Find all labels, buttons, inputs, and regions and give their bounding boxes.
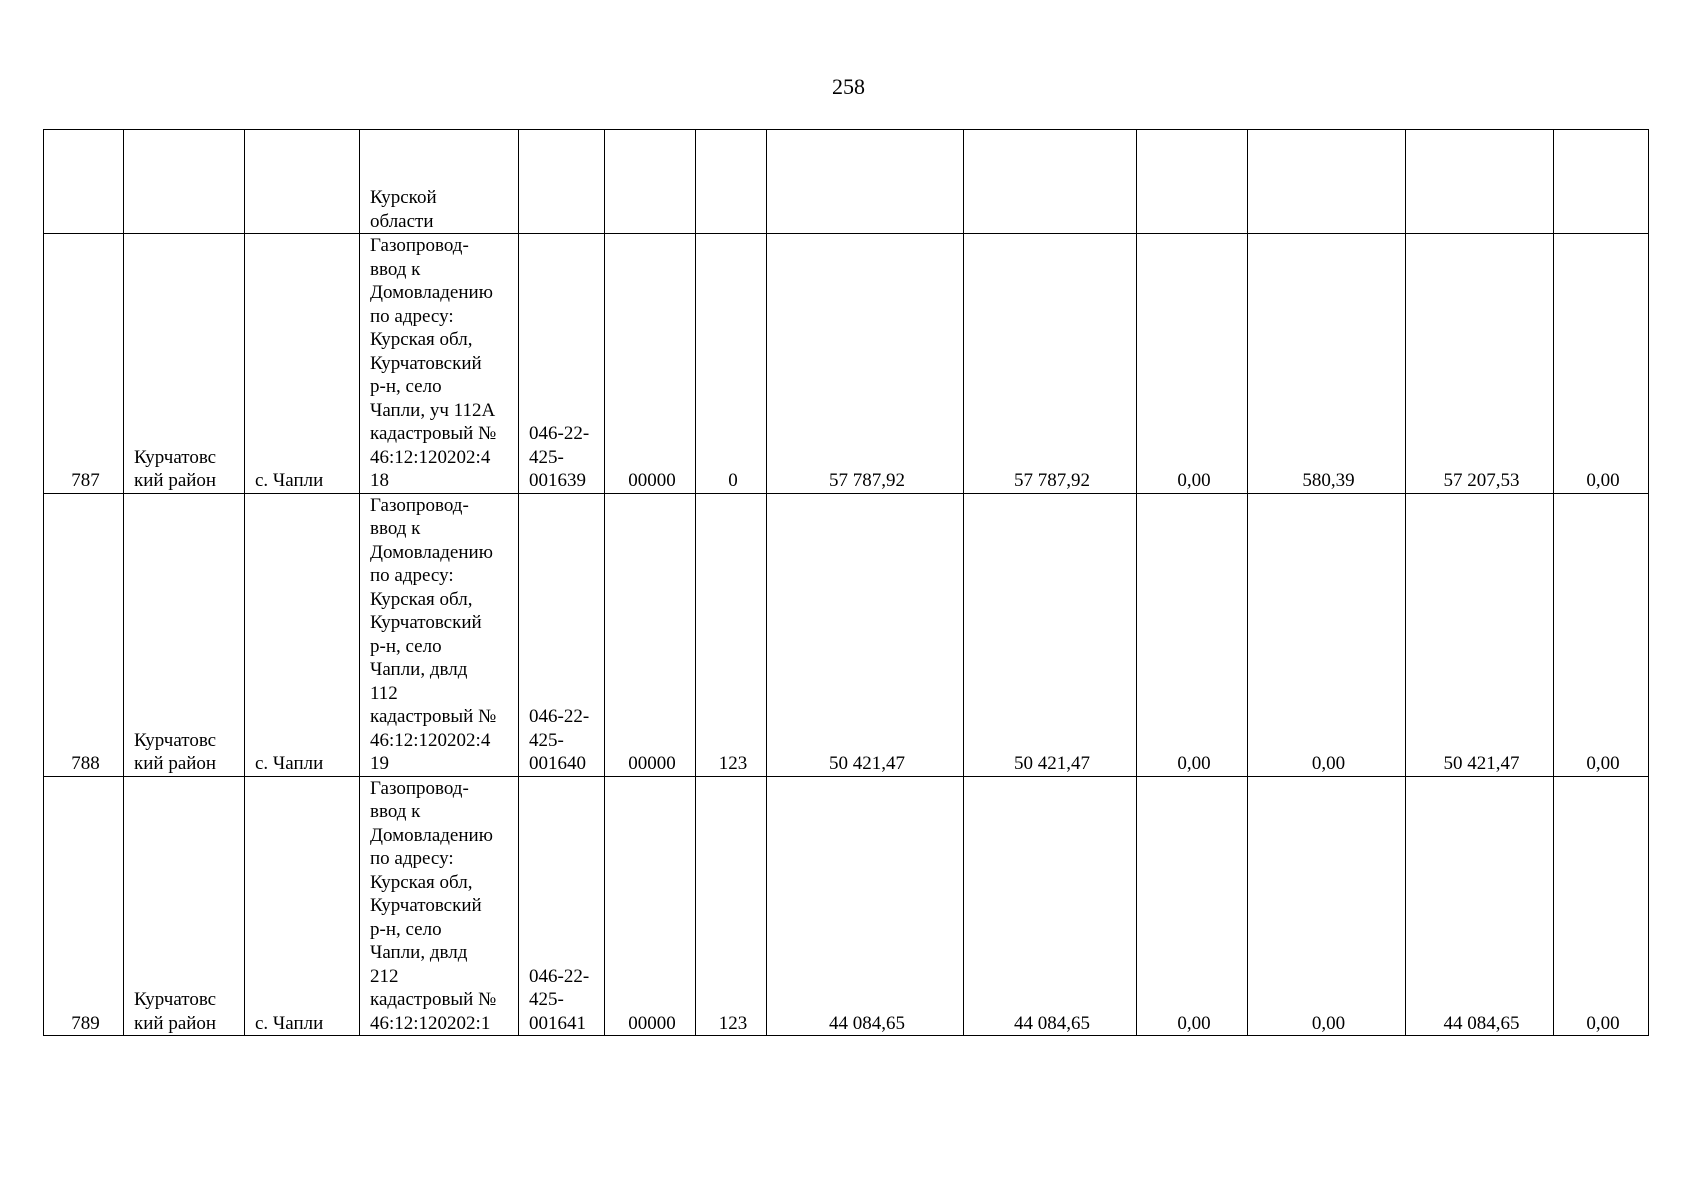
cell-col10: 0,00 [1137, 493, 1248, 776]
page-number: 258 [832, 74, 865, 99]
cell-code: 00000 [605, 493, 696, 776]
cell-col12: 50 421,47 [1406, 493, 1554, 776]
cell-empty [696, 130, 767, 234]
cell-code: 00000 [605, 234, 696, 494]
cell-col11: 0,00 [1248, 776, 1406, 1036]
cell-col12: 57 207,53 [1406, 234, 1554, 494]
cell-district: Курчатовс кий район [124, 234, 245, 494]
cell-inventory-number: 046-22- 425- 001639 [519, 234, 605, 494]
table-row-continuation [44, 130, 1649, 234]
cell-empty [245, 130, 360, 234]
cell-col7: 123 [696, 493, 767, 776]
cell-col11: 580,39 [1248, 234, 1406, 494]
cell-col8: 50 421,47 [767, 493, 964, 776]
cell-col8: 57 787,92 [767, 234, 964, 494]
table-row [44, 493, 1649, 776]
cell-empty [44, 130, 124, 234]
cell-col7: 0 [696, 234, 767, 494]
cell-col10: 0,00 [1137, 776, 1248, 1036]
cell-locality: с. Чапли [245, 234, 360, 494]
cell-empty [1406, 130, 1554, 234]
cell-empty [964, 130, 1137, 234]
cell-district: Курчатовс кий район [124, 776, 245, 1036]
cell-empty [767, 130, 964, 234]
cell-description: Газопровод- ввод к Домовладению по адресу: Курская обл, Курчатовский р-н, село Чапли, двлд 212 кадастровый № 46:12:120202:1 [360, 776, 519, 1036]
cell-col8: 44 084,65 [767, 776, 964, 1036]
cell-col10: 0,00 [1137, 234, 1248, 494]
registry-table [43, 129, 1649, 1036]
cell-col13: 0,00 [1554, 234, 1649, 494]
cell-col9: 50 421,47 [964, 493, 1137, 776]
cell-empty [519, 130, 605, 234]
cell-col9: 44 084,65 [964, 776, 1137, 1036]
cell-empty [1137, 130, 1248, 234]
cell-row-number: 788 [44, 493, 124, 776]
table-row [44, 776, 1649, 1036]
cell-description: Газопровод- ввод к Домовладению по адресу: Курская обл, Курчатовский р-н, село Чапли, двлд 112 кадастровый № 46:12:120202:4 19 [360, 493, 519, 776]
cell-inventory-number: 046-22- 425- 001641 [519, 776, 605, 1036]
cell-col11: 0,00 [1248, 493, 1406, 776]
cell-code: 00000 [605, 776, 696, 1036]
cell-col9: 57 787,92 [964, 234, 1137, 494]
cell-col13: 0,00 [1554, 776, 1649, 1036]
cell-col7: 123 [696, 776, 767, 1036]
cell-empty [1248, 130, 1406, 234]
cell-locality: с. Чапли [245, 493, 360, 776]
cell-col13: 0,00 [1554, 493, 1649, 776]
table-row [44, 234, 1649, 494]
cell-description: Курской области [360, 130, 519, 234]
cell-district: Курчатовс кий район [124, 493, 245, 776]
cell-description: Газопровод- ввод к Домовладению по адресу: Курская обл, Курчатовский р-н, село Чапли, уч 112А кадастровый № 46:12:120202:4 18 [360, 234, 519, 494]
cell-row-number: 787 [44, 234, 124, 494]
cell-empty [124, 130, 245, 234]
cell-col12: 44 084,65 [1406, 776, 1554, 1036]
cell-row-number: 789 [44, 776, 124, 1036]
cell-empty [1554, 130, 1649, 234]
cell-inventory-number: 046-22- 425- 001640 [519, 493, 605, 776]
cell-locality: с. Чапли [245, 776, 360, 1036]
cell-empty [605, 130, 696, 234]
